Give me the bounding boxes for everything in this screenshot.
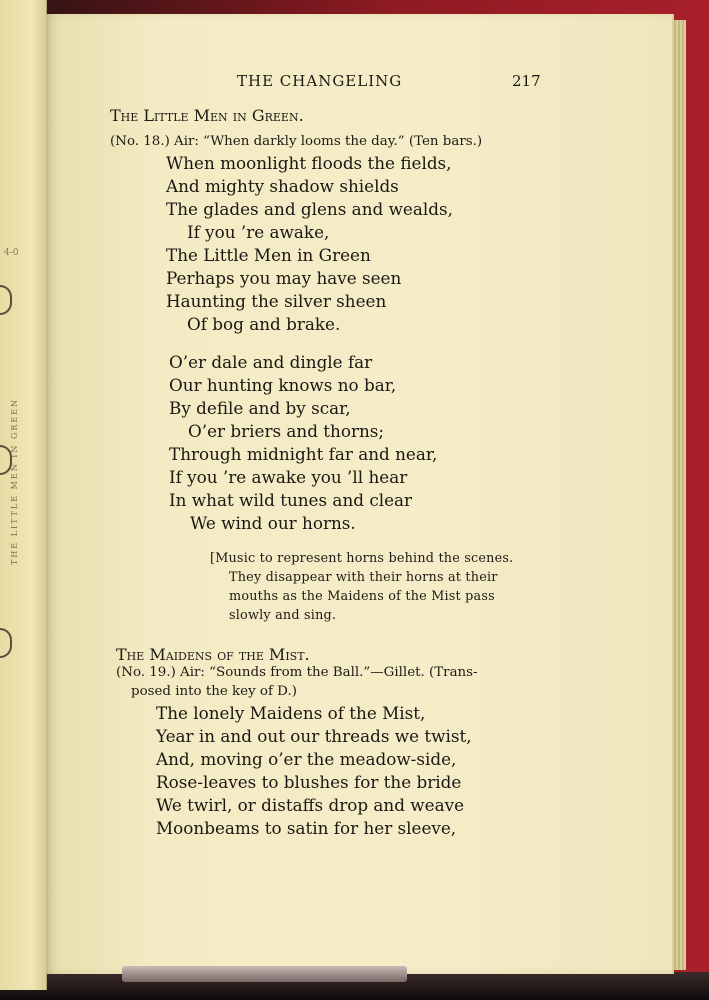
page-edges <box>672 20 686 970</box>
stage-direction: [Music to represent horns behind the scenes. <box>210 551 514 566</box>
ornament-icon <box>0 285 12 315</box>
page-number: 217 <box>512 72 541 90</box>
verse-line: When moonlight floods the fields, <box>166 153 452 173</box>
air-note-continued: posed into the key of D.) <box>131 684 297 699</box>
section-title: The Little Men in Green. <box>110 106 304 125</box>
verse-line: The Little Men in Green <box>166 245 371 265</box>
stage-direction: slowly and sing. <box>229 608 337 623</box>
verse-line: Rose-leaves to blushes for the bride <box>156 772 462 792</box>
verse-line: Our hunting knows no bar, <box>169 375 397 395</box>
verse-line: We wind our horns. <box>190 513 356 533</box>
verse-line: Moonbeams to satin for her sleeve, <box>156 818 457 838</box>
running-head: THE CHANGELING <box>237 72 403 90</box>
verse-line: The lonely Maidens of the Mist, <box>156 703 426 723</box>
air-note: (No. 18.) Air: “When darkly looms the day.” (Ten bars.) <box>110 134 483 149</box>
stage-direction: mouths as the Maidens of the Mist pass <box>229 589 495 604</box>
verse-line: O’er briers and thorns; <box>188 421 385 441</box>
verse-line: The glades and glens and wealds, <box>166 199 453 219</box>
verse-line: We twirl, or distaffs drop and weave <box>156 795 465 815</box>
verse-line: By defile and by scar, <box>169 398 351 418</box>
ornament-icon <box>0 628 12 658</box>
verse-line: Through midnight far and near, <box>169 444 438 464</box>
facing-page <box>0 0 47 990</box>
verse-line: Haunting the silver sheen <box>166 291 387 311</box>
section-title: The Maidens of the Mist. <box>116 645 310 664</box>
facing-page-running-head: THE LITTLE MEN IN GREEN <box>10 397 19 565</box>
verse-line: Year in and out our threads we twist, <box>156 726 472 746</box>
bookmark-band <box>122 966 407 982</box>
verse-line: And, moving o’er the meadow-side, <box>156 749 457 769</box>
verse-line: And mighty shadow shields <box>166 176 399 196</box>
air-note: (No. 19.) Air: “Sounds from the Ball.”—Gillet. (Trans- <box>116 665 478 680</box>
stage-direction: They disappear with their horns at their <box>229 570 498 585</box>
verse-line: Of bog and brake. <box>187 314 341 334</box>
verse-line: Perhaps you may have seen <box>166 268 402 288</box>
margin-pencil-note: 4-0 <box>4 248 19 258</box>
verse-line: In what wild tunes and clear <box>169 490 413 510</box>
verse-line: O’er dale and dingle far <box>169 352 373 372</box>
verse-line: If you ’re awake, <box>187 222 330 242</box>
verse-line: If you ’re awake you ’ll hear <box>169 467 408 487</box>
